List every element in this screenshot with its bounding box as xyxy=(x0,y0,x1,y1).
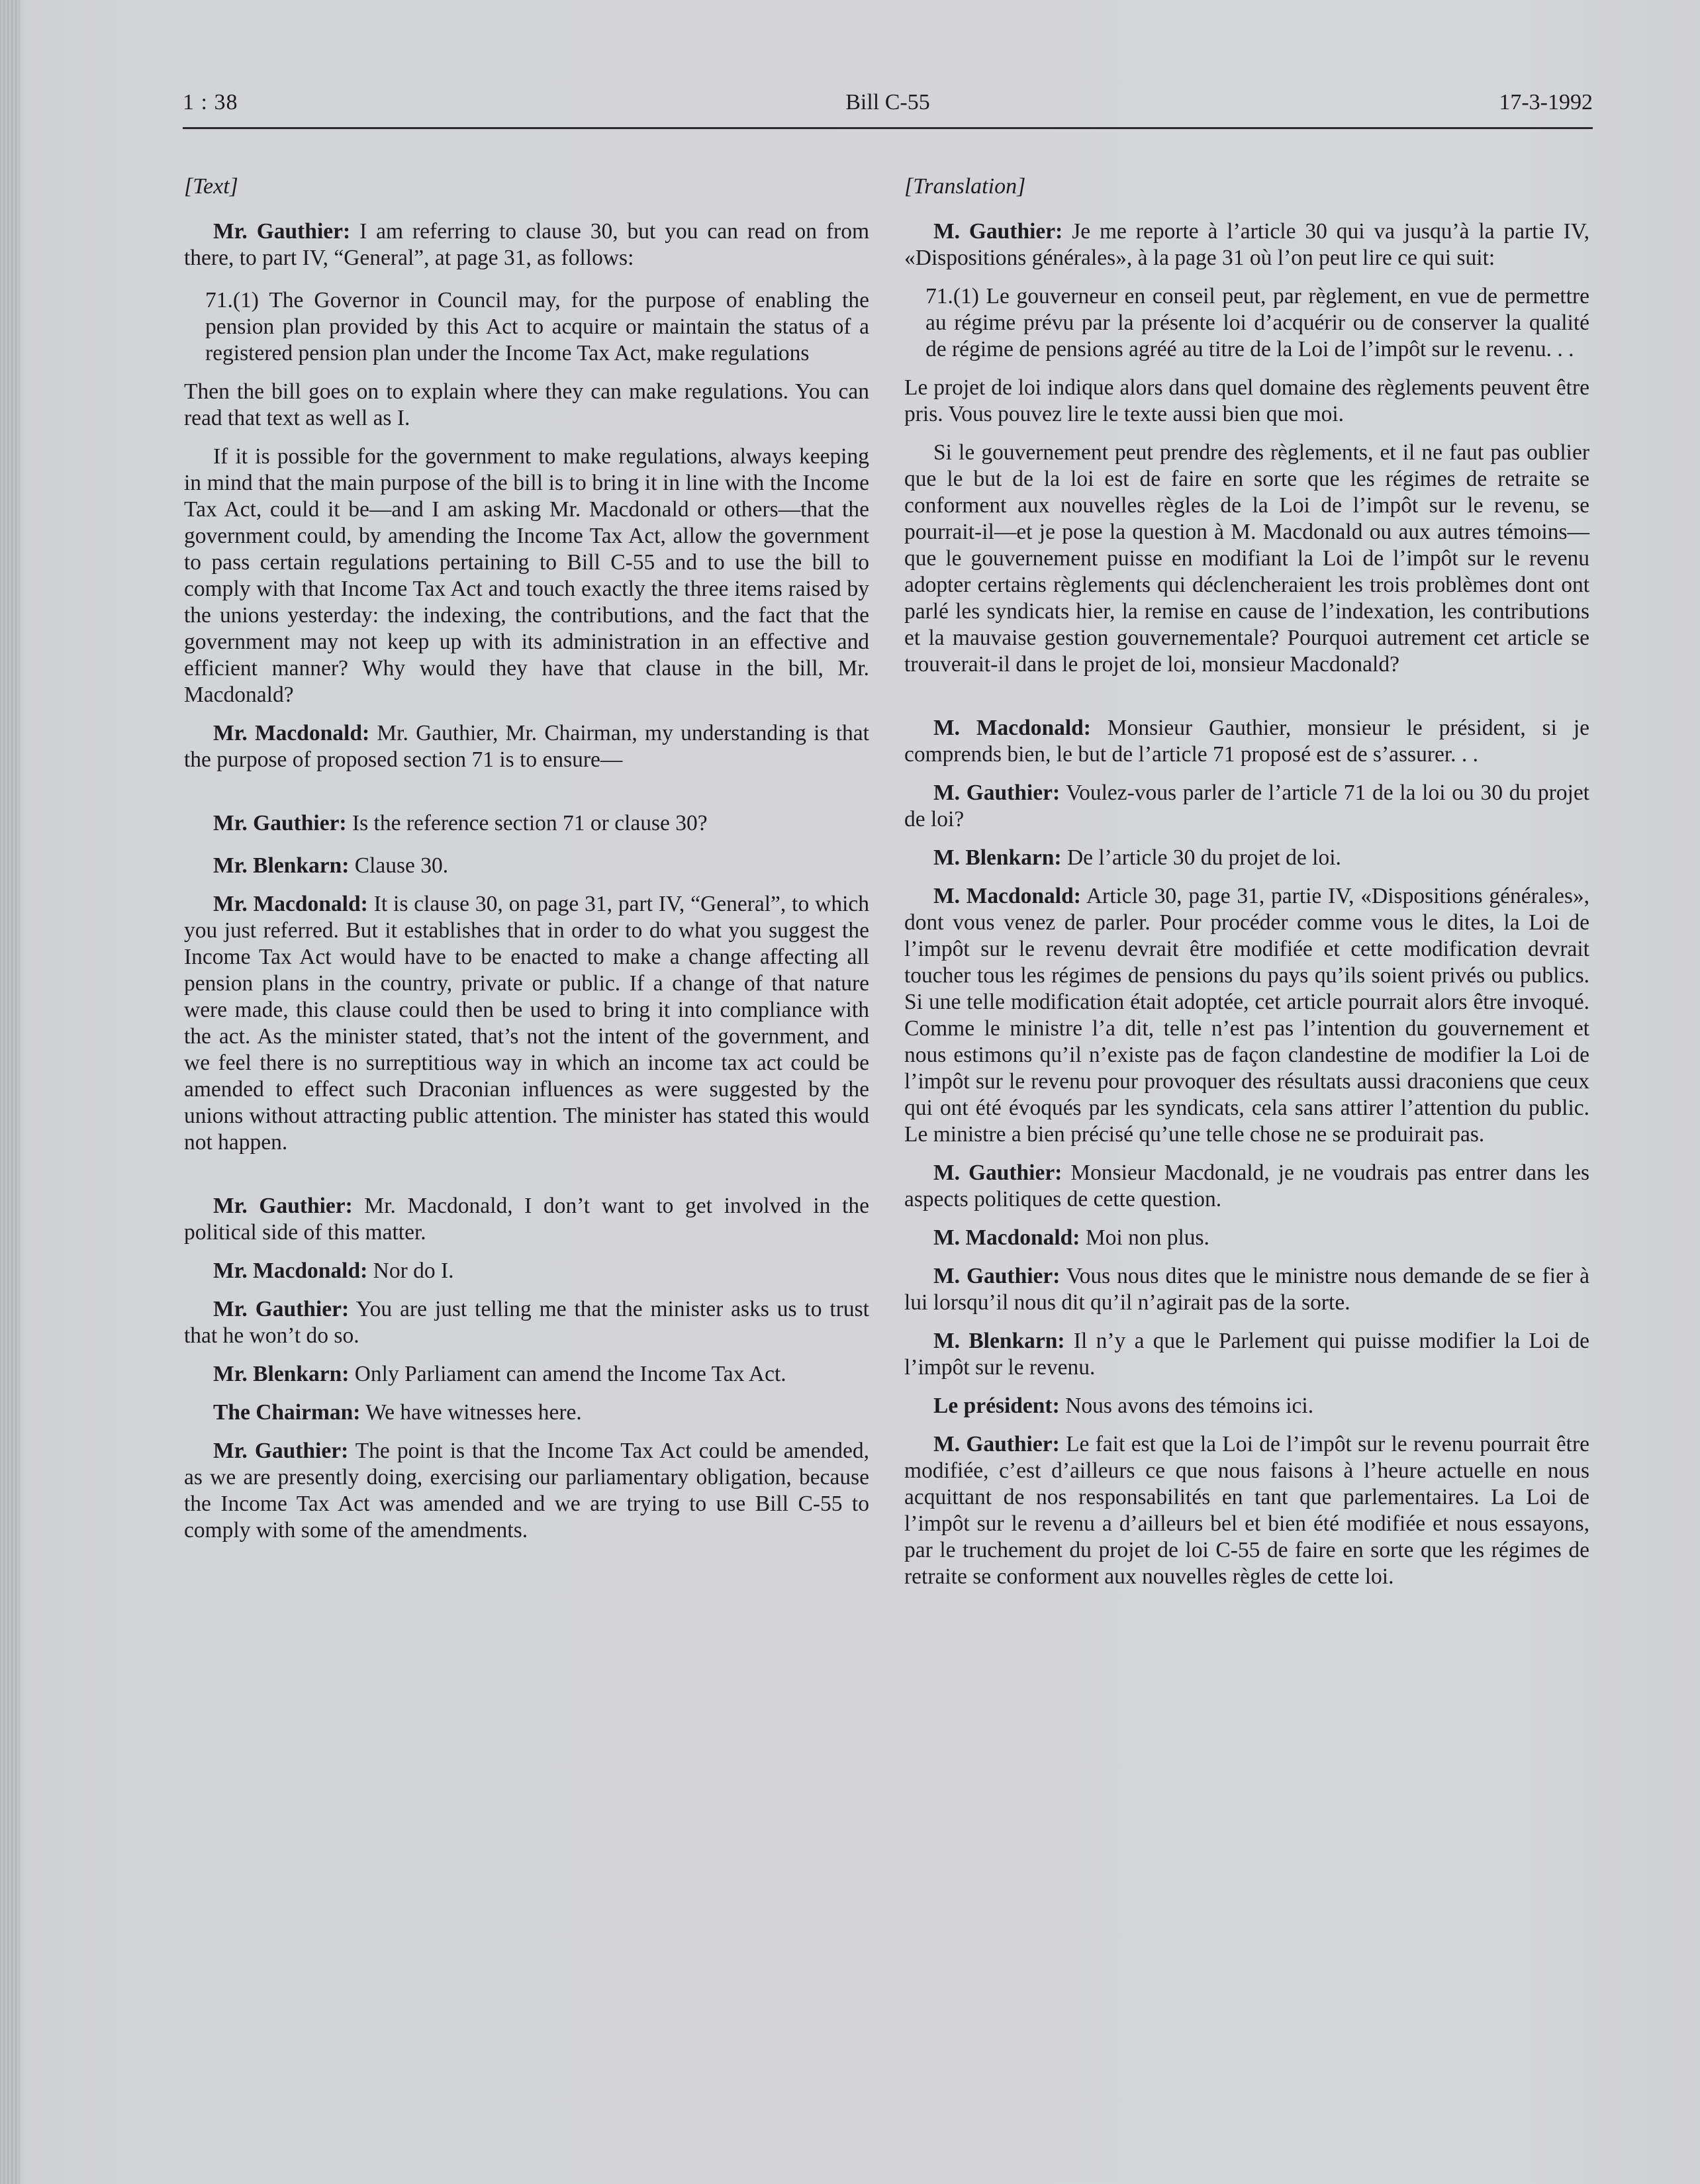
paragraph: Then the bill goes on to explain where they can make regulations. You can read that text as well as I. xyxy=(184,379,869,430)
speech-text: De l’article 30 du projet de loi. xyxy=(1061,845,1341,870)
paragraph xyxy=(904,715,1589,768)
french-column xyxy=(904,173,1589,1602)
speaker-name: Le président: xyxy=(933,1394,1060,1418)
paragraph xyxy=(904,883,1589,1148)
paragraph xyxy=(184,810,869,837)
speaker-name: M. Blenkarn: xyxy=(933,845,1062,870)
paragraph xyxy=(184,1193,869,1246)
paragraph xyxy=(184,891,869,1156)
speech-text: Moi non plus. xyxy=(1080,1225,1209,1250)
paragraph xyxy=(184,853,869,879)
paragraph xyxy=(904,1263,1589,1316)
section-label-translation: [Translation] xyxy=(904,174,1026,199)
paragraph xyxy=(904,1393,1589,1419)
speech-text: Is the reference section 71 or clause 30? xyxy=(346,811,708,835)
paragraph xyxy=(184,1400,869,1426)
paragraph xyxy=(184,720,869,773)
speaker-name: M. Gauthier: xyxy=(933,781,1061,805)
paragraph xyxy=(904,218,1589,271)
speaker-name: The Chairman: xyxy=(213,1400,361,1425)
paragraph xyxy=(904,1225,1589,1251)
document-title: Bill C-55 xyxy=(845,90,930,115)
speaker-name: M. Blenkarn: xyxy=(933,1329,1065,1353)
speaker-name: Mr. Blenkarn: xyxy=(213,1362,350,1386)
paragraph: If it is possible for the government to make regulations, always keeping in mind that the main purpose of the bill is to bring it in line with the Income Tax Act, could it be—and I am asking Mr. Macdonald or others—that the government could, by amending the Income Tax Act, allow the government to pass certain regulations pertaining to Bill C-55 and to use the bill to comply with that Income Tax Act and touch exactly the three items raised by the unions yesterday: the indexing, the contributions, and the fact that the government may not keep up with its administration in an effective and efficient manner? Why would they have that clause in the bill, Mr. Macdonald? xyxy=(184,444,869,707)
speaker-name: Mr. Macdonald: xyxy=(213,892,368,916)
paragraph: Le projet de loi indique alors dans quel domaine des règlements peuvent être pris. Vous pouvez lire le texte aussi bien que moi. xyxy=(904,375,1589,426)
speaker-name: M. Macdonald: xyxy=(933,1225,1080,1250)
speaker-name: M. Gauthier: xyxy=(933,1161,1062,1185)
speech-text: Nous avons des témoins ici. xyxy=(1059,1394,1314,1418)
page-number: 1 : 38 xyxy=(183,90,238,115)
speech-text: You are just telling me that the minister asks us to trust that he won’t do so. xyxy=(184,1297,869,1348)
speaker-name: Mr. Gauthier: xyxy=(213,811,347,835)
speaker-name: M. Macdonald: xyxy=(933,716,1091,740)
speaker-name: Mr. Gauthier: xyxy=(213,219,351,244)
speech-text: Monsieur Macdonald, je ne voudrais pas entrer dans les aspects politiques de cette question. xyxy=(904,1161,1589,1211)
speaker-name: Mr. Macdonald: xyxy=(213,721,370,745)
speech-text: It is clause 30, on page 31, part IV, “General”, to which you just referred. But it establishes that in order to do what you suggest the Income Tax Act would have to be enacted to make a change affecting all pension plans in the country, private or public. If a change of that nature were made, this clause could then be used to bring it into compliance with the act. As the minister stated, that’s not the intent of the government, and we feel there is no surreptitious way in which an income tax act could be amended to effect such Draconian influences as were suggested by the unions without attracting public attention. The minister has stated this would not happen. xyxy=(184,892,869,1155)
header-rule xyxy=(183,127,1593,129)
speaker-name: Mr. Gauthier: xyxy=(213,1297,350,1321)
document-date: 17-3-1992 xyxy=(1499,90,1593,115)
paragraph xyxy=(184,1438,869,1544)
paragraph xyxy=(184,1258,869,1284)
speech-text: Il n’y a que le Parlement qui puisse modifier la Loi de l’impôt sur le revenu. xyxy=(904,1329,1589,1380)
section-label-text: [Text] xyxy=(184,174,238,199)
speech-text: Voulez-vous parler de l’article 71 de la loi ou 30 du projet de loi? xyxy=(904,781,1589,831)
speech-text: Only Parliament can amend the Income Tax Act. xyxy=(349,1362,786,1386)
speaker-name: Mr. Blenkarn: xyxy=(213,853,350,878)
speech-text: Le fait est que la Loi de l’impôt sur le revenu pourrait être modifiée, c’est d’ailleurs ce que nous faisons à l’heure actuelle en nous acquittant de nos responsabilités en tant que parlementaires. La Loi de l’impôt sur le revenu a d’ailleurs bel et bien été modifiée et nous essayons, par le truchement du projet de loi C-55 de faire en sorte que les régimes de retraite se conforment aux nouvelles règles de cette loi. xyxy=(904,1432,1589,1589)
speech-text: Mr. Macdonald, I don’t want to get involved in the political side of this matter. xyxy=(184,1194,869,1245)
speech-text: Mr. Gauthier, Mr. Chairman, my understanding is that the purpose of proposed section 71 is to ensure— xyxy=(184,721,869,772)
speaker-name: M. Macdonald: xyxy=(933,884,1081,908)
speech-text: The point is that the Income Tax Act could be amended, as we are presently doing, exercising our parliamentary obligation, because the Income Tax Act was amended and we are trying to use Bill C-55 to comply with some of the amendments. xyxy=(184,1439,869,1543)
quoted-clause: 71.(1) The Governor in Council may, for the purpose of enabling the pension plan provided by this Act to acquire or maintain the status of a registered pension plan under the Income Tax Act, make regulations xyxy=(205,288,869,365)
speaker-name: Mr. Macdonald: xyxy=(213,1258,368,1283)
paragraph xyxy=(904,1328,1589,1381)
speaker-name: Mr. Gauthier: xyxy=(213,1439,349,1463)
page-edge-strip xyxy=(0,0,20,2184)
speaker-name: M. Gauthier: xyxy=(933,219,1063,244)
speech-text: Nor do I. xyxy=(367,1258,454,1283)
speech-text: We have witnesses here. xyxy=(360,1400,582,1425)
paragraph xyxy=(904,845,1589,871)
speech-text: Vous nous dites que le ministre nous demande de se fier à lui lorsqu’il nous dit qu’il n’agirait pas de la sorte. xyxy=(904,1264,1589,1315)
paragraph xyxy=(184,218,869,271)
speech-text: Clause 30. xyxy=(349,853,449,878)
paragraph xyxy=(904,1431,1589,1590)
paragraph: Si le gouvernement peut prendre des règlements, et il ne faut pas oublier que le but de la loi est de faire en sorte que les régimes de retraite se conforment aux nouvelles règles de la Loi de l’impôt sur le revenu, se pourrait-il—et je pose la question à M. Macdonald ou aux autres témoins—que le gouvernement puisse en modifiant la Loi de l’impôt sur le revenu adopter certains règlements qui déclencheraient les trois problèmes dont ont parlé les syndicats hier, la remise en cause de l’indexation, les contributions et la mauvaise gestion gouvernementale? Pourquoi autrement cet article se trouverait-il dans le projet de loi, monsieur Macdonald? xyxy=(904,440,1589,677)
paragraph xyxy=(904,1160,1589,1213)
speech-text: Article 30, page 31, partie IV, «Dispositions générales», dont vous venez de parler. Pour procéder comme vous le dites, la Loi de l’impôt sur le revenu devrait être modifiée et cette modification devrait toucher tous les régimes de pensions du pays qu’ils soient privés ou publics. Si une telle modification était adoptée, cet article pourrait alors être invoqué. Comme le ministre l’a dit, telle n’est pas l’intention du gouvernement et nous estimons qu’il n’existe pas de façon clandestine de modifier la Loi de l’impôt sur le revenu pour provoquer des résultats aussi draconiens que ceux qui ont été évoqués par les syndicats, cela sans attirer l’attention du public. Le ministre a bien précisé qu’une telle chose ne se produirait pas. xyxy=(904,884,1589,1147)
paragraph xyxy=(184,1361,869,1388)
speech-text: Je me reporte à l’article 30 qui va jusqu’à la partie IV, «Dispositions générales», à la page 31 où l’on peut lire ce qui suit: xyxy=(904,219,1590,270)
speaker-name: Mr. Gauthier: xyxy=(213,1194,353,1218)
paragraph xyxy=(904,780,1589,833)
speech-text: I am referring to clause 30, but you can read on from there, to part IV, “General”, at page 31, as follows: xyxy=(184,219,869,270)
page-header xyxy=(183,90,1593,130)
english-column xyxy=(184,173,869,1556)
speaker-name: M. Gauthier: xyxy=(933,1264,1061,1288)
quoted-clause: 71.(1) Le gouverneur en conseil peut, par règlement, en vue de permettre au régime prévu par la présente loi d’acquérir ou de conserver la qualité de régime de pensions agréé au titre de la Loi de l’impôt sur le revenu. . . xyxy=(925,284,1589,361)
paragraph xyxy=(184,1296,869,1349)
speech-text: Monsieur Gauthier, monsieur le président, si je comprends bien, le but de l’article 71 proposé est de s’assurer. . . xyxy=(904,716,1589,767)
speaker-name: M. Gauthier: xyxy=(933,1432,1060,1456)
